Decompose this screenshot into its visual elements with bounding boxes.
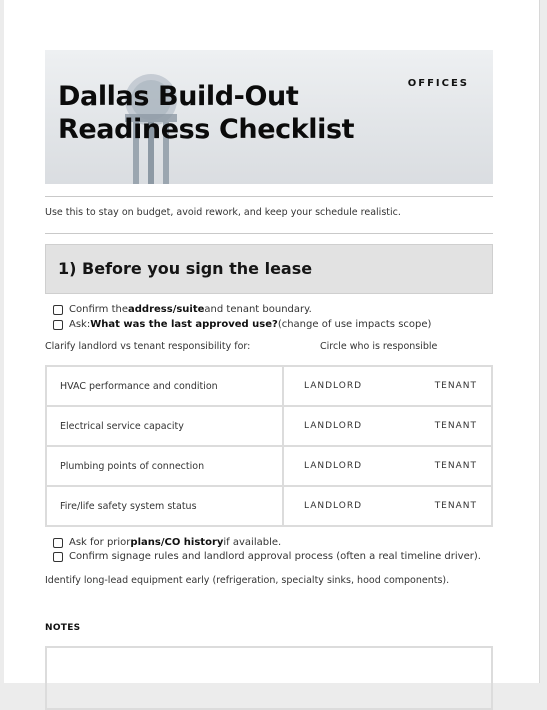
table-row <box>46 366 492 406</box>
choice-cell <box>283 486 492 526</box>
check-text-post: (change of use impacts scope) <box>277 319 432 330</box>
category-tag: OFFICES <box>407 78 469 89</box>
landlord-option[interactable]: LANDLORD <box>304 461 363 471</box>
check-text-pre: Ask for prior <box>69 537 131 548</box>
clarify-label: Clarify landlord vs tenant responsibility for: <box>45 341 251 352</box>
check-text-pre: Confirm the <box>69 304 129 315</box>
check-text-bold: address/suite <box>128 304 205 315</box>
landlord-option[interactable]: LANDLORD <box>304 501 363 511</box>
document-title <box>58 80 354 146</box>
tenant-option[interactable]: TENANT <box>434 501 477 511</box>
intro-text: Use this to stay on budget, avoid rework, and keep your schedule realistic. <box>45 207 401 218</box>
table-row <box>46 446 492 486</box>
row-item: Fire/life safety system status <box>46 486 283 526</box>
row-item: Plumbing points of connection <box>46 446 283 486</box>
landlord-option[interactable]: LANDLORD <box>304 381 363 391</box>
row-item: Electrical service capacity <box>46 406 283 446</box>
landlord-option[interactable]: LANDLORD <box>304 421 363 431</box>
title-line-2: Readiness Checklist <box>58 114 355 145</box>
tenant-option[interactable]: TENANT <box>434 421 477 431</box>
hero-banner <box>45 50 493 184</box>
choice-cell <box>283 446 492 486</box>
row-item: HVAC performance and condition <box>46 366 283 406</box>
check-text-bold: plans/CO history <box>130 537 224 548</box>
checklist-item[interactable] <box>53 304 312 315</box>
checkbox[interactable] <box>53 320 63 330</box>
choice-cell <box>283 406 492 446</box>
divider-bottom <box>45 233 493 234</box>
checkbox[interactable] <box>53 305 63 315</box>
check-text-post: and tenant boundary. <box>204 304 312 315</box>
check-text-bold: What was the last approved use? <box>90 319 278 330</box>
divider-top <box>45 196 493 197</box>
check-text-pre: Confirm signage rules and landlord approval process (often a real timeline driver). <box>69 551 481 562</box>
table-row <box>46 486 492 526</box>
notes-title: NOTES <box>45 623 81 633</box>
title-line-1: Dallas Build-Out <box>58 81 299 112</box>
long-lead-note: Identify long-lead equipment early (refrigeration, specialty sinks, hood components). <box>45 575 450 586</box>
section-header <box>45 244 493 294</box>
checklist-item[interactable] <box>53 319 431 330</box>
circle-instruction: Circle who is responsible <box>320 341 438 352</box>
check-text-post: if available. <box>223 537 282 548</box>
tenant-option[interactable]: TENANT <box>434 381 477 391</box>
responsibility-table <box>45 365 493 527</box>
choice-cell <box>283 366 492 406</box>
checkbox[interactable] <box>53 538 63 548</box>
checkbox[interactable] <box>53 552 63 562</box>
checklist-item[interactable] <box>53 551 481 562</box>
tenant-option[interactable]: TENANT <box>434 461 477 471</box>
check-text-pre: Ask: <box>69 319 91 330</box>
table-row <box>46 406 492 446</box>
section-heading: 1) Before you sign the lease <box>58 259 313 278</box>
notes-field[interactable] <box>45 646 493 710</box>
checklist-item[interactable] <box>53 537 281 548</box>
